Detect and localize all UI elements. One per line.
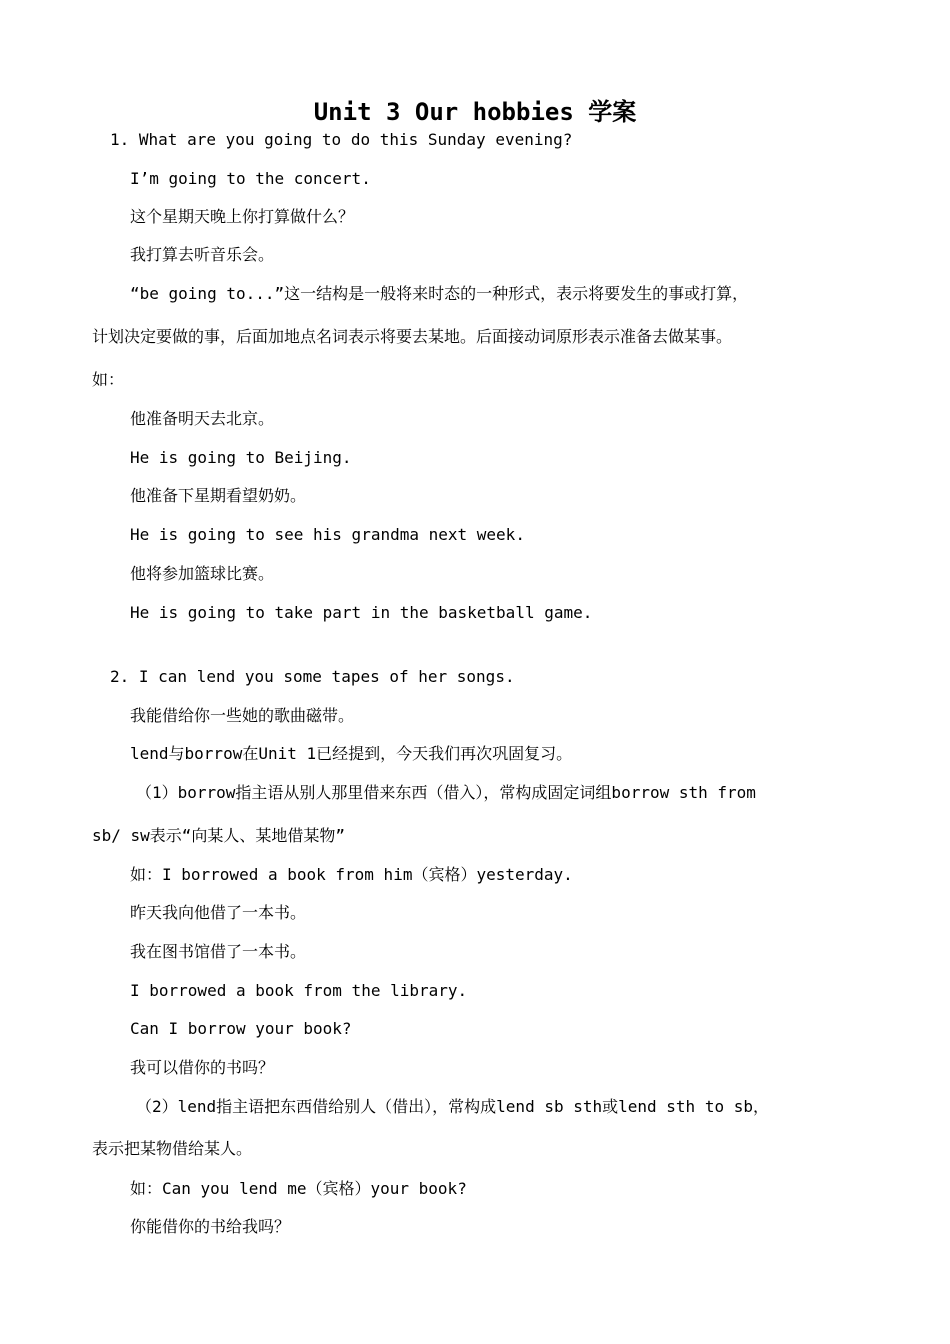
page-title: Unit 3 Our hobbies 学案 (313, 98, 637, 126)
example-line: He is going to Beijing. (130, 448, 352, 467)
answer-1: I’m going to the concert. (130, 169, 371, 188)
answer-1-chinese: 我打算去听音乐会。 (130, 245, 275, 264)
sentence-2-chinese: 我能借给你一些她的歌曲磁带。 (130, 706, 355, 725)
lend-example: 如：Can you lend me（宾格）your book? (130, 1179, 467, 1198)
lend-example: 你能借你的书给我吗？ (130, 1217, 291, 1236)
borrow-example: 昨天我向他借了一本书。 (130, 903, 307, 922)
borrow-example: I borrowed a book from the library. (130, 981, 468, 1000)
borrow-example: Can I borrow your book? (130, 1019, 352, 1038)
borrow-rule-line: sb/ sw表示“向某人、某地借某物” (92, 826, 346, 845)
intro-line: lend与borrow在Unit 1已经提到，今天我们再次巩固复习。 (130, 744, 573, 763)
question-1: 1. What are you going to do this Sunday evening? (110, 130, 573, 149)
explanation-line: 如： (92, 370, 125, 389)
example-line: 他将参加篮球比赛。 (130, 564, 275, 583)
example-line: 他准备下星期看望奶奶。 (130, 486, 307, 505)
explanation-line: 计划决定要做的事，后面加地点名词表示将要去某地。后面接动词原形表示准备去做某事。 (92, 327, 733, 346)
example-line: 他准备明天去北京。 (130, 409, 275, 428)
borrow-example: 我在图书馆借了一本书。 (130, 942, 307, 961)
lend-rule-line: 表示把某物借给某人。 (92, 1139, 253, 1158)
explanation-line: “be going to...”这一结构是一般将来时态的一种形式，表示将要发生的事或打算， (130, 284, 749, 303)
borrow-rule-line: （1）borrow指主语从别人那里借来东西（借入），常构成固定词组borrow sth from (136, 783, 756, 802)
example-line: He is going to see his grandma next week. (130, 525, 525, 544)
borrow-example: 我可以借你的书吗？ (130, 1058, 275, 1077)
borrow-example: 如：I borrowed a book from him（宾格）yesterday. (130, 865, 573, 884)
lend-rule-line: （2）lend指主语把东西借给别人（借出），常构成lend sb sth或lend sth to sb， (136, 1097, 769, 1116)
question-1-chinese: 这个星期天晚上你打算做什么？ (130, 207, 355, 226)
sentence-2: 2. I can lend you some tapes of her songs. (110, 667, 515, 686)
example-line: He is going to take part in the basketball game. (130, 603, 593, 622)
